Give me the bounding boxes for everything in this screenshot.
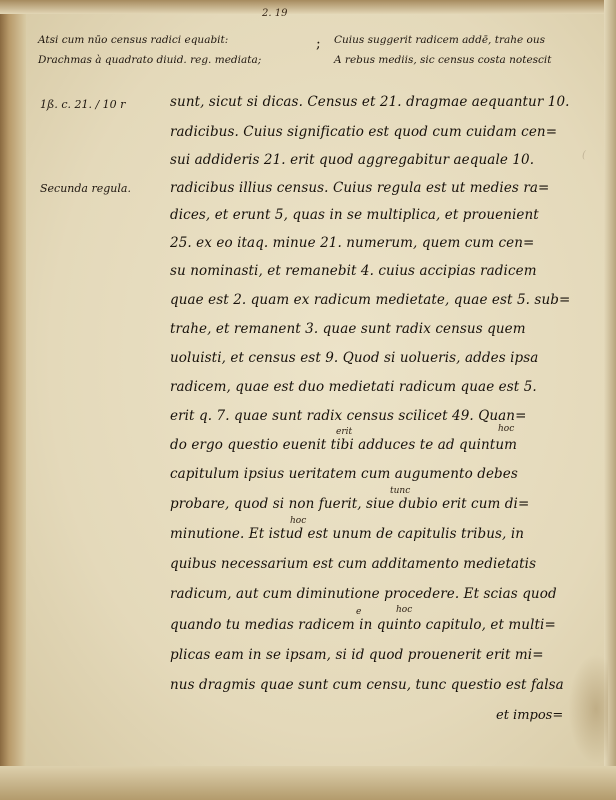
text-line: nus dragmis quae sunt cum censu, tunc questio est falsa (170, 677, 564, 693)
interlinear-note: hoc (290, 516, 307, 526)
interlinear-note: tunc (390, 486, 411, 496)
text-line: sui addideris 21. erit quod aggregabitur aequale 10. (170, 152, 535, 168)
text-line: do ergo questio euenit tibi adduces te ad quintum (170, 437, 518, 453)
text-line: trahe, et remanent 3. quae sunt radix census quem (170, 321, 526, 337)
header-right-line-1: Cuius suggerit radicem addē, trahe ous (334, 34, 546, 46)
page-edge-bottom (0, 766, 616, 800)
margin-note-rule: Secunda regula. (40, 182, 131, 195)
text-line: quibus necessarium est cum additamento medietatis (170, 556, 537, 572)
text-line: capitulum ipsius ueritatem cum augumento debes (170, 466, 518, 482)
interlinear-note: erit (336, 427, 353, 437)
page-edge-top (0, 0, 616, 14)
text-line: radicibus illius census. Cuius regula est ut medies ra= (170, 180, 550, 196)
text-line: quando tu medias radicem in quinto capitulo, et multi= (170, 617, 556, 633)
header-left-line-2: Drachmas à quadrato diuid. reg. mediata; (38, 54, 262, 66)
text-line: minutione. Et istud est unum de capitulis tribus, in (170, 526, 525, 542)
text-line: sunt, sicut si dicas. Census et 21. dragmae aequantur 10. (170, 94, 570, 110)
text-line: 25. ex eo itaq. minue 21. numerum, quem cum cen= (170, 235, 535, 251)
interlinear-note: hoc (498, 424, 515, 434)
page-edge-left (0, 0, 26, 800)
text-line: quae est 2. quam ex radicum medietate, quae est 5. sub= (170, 292, 571, 308)
faint-bleed-through: ( (582, 150, 586, 161)
text-line: radicibus. Cuius significatio est quod cum cuidam cen= (170, 124, 558, 140)
text-line: probare, quod si non fuerit, siue dubio erit cum di= (170, 496, 530, 512)
text-line: plicas eam in se ipsam, si id quod prouenerit erit mi= (170, 647, 544, 663)
catchword: et impos= (496, 708, 564, 723)
paper-stain (568, 654, 608, 764)
text-line: radicem, quae est duo medietati radicum quae est 5. (170, 379, 537, 395)
page-number: 2. 19 (262, 8, 288, 19)
text-line: dices, et erunt 5, quas in se multiplica, et prouenient (170, 207, 539, 223)
text-line: su nominasti, et remanebit 4. cuius accipias radicem (170, 263, 537, 279)
header-separator: ; (316, 36, 321, 52)
text-line: uoluisti, et census est 9. Quod si uolueris, addes ipsa (170, 350, 539, 366)
margin-note-reference: 1ß. c. 21. / 10 r (40, 98, 126, 111)
header-left-line-1: Atsi cum nūo census radici equabit: (38, 34, 229, 46)
header-right-line-2: A rebus mediis, sic census costa notescit (334, 54, 552, 66)
text-line: radicum, aut cum diminutione procedere. Et scias quod (170, 586, 557, 602)
interlinear-note: hoc (396, 605, 413, 615)
text-line: erit q. 7. quae sunt radix census scilicet 49. Quan= (170, 408, 527, 424)
interlinear-note: e (356, 607, 362, 617)
